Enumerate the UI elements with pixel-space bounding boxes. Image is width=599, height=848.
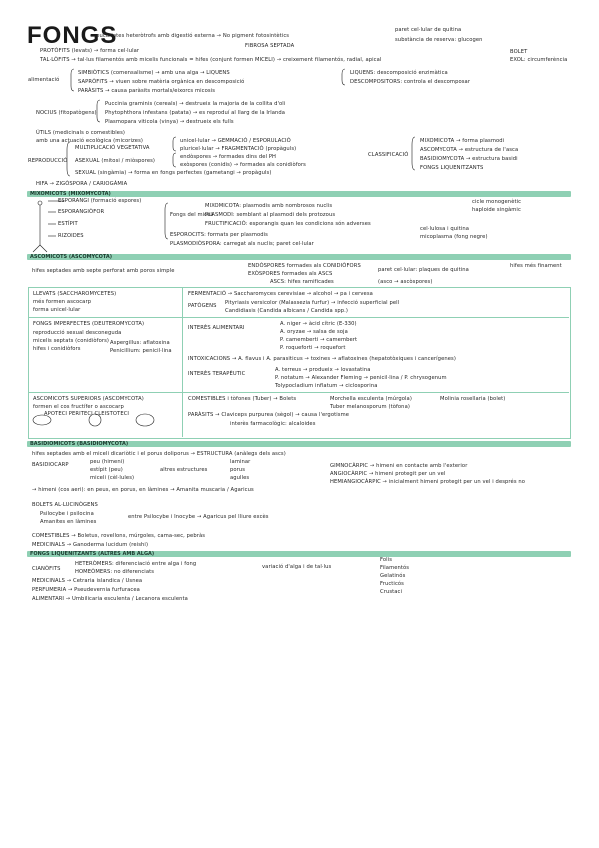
liq-perfumeria: PERFUMERIA → Pseudevernia furfuracea — [32, 587, 140, 593]
basi-altres: altres estructures — [160, 467, 208, 473]
llevats-pat-a: Pityriasis versicolor (Malassezia furfur) → infecció superficial pell — [225, 300, 400, 306]
comestibles-2: Tuber melanosporum (tòfona) — [330, 404, 410, 410]
liq-variacio: variació d'alga i de tal·lus — [262, 564, 332, 570]
repro-asex: ASEXUAL (mitosi / miòspores) — [75, 158, 156, 164]
asco-ascospores: (asco → ascòspores) — [378, 279, 433, 285]
liq-type-4: Fructicós — [380, 581, 404, 587]
bolets-c: entre Psilocybe i Inocybe → Agaricus pel lliure excès — [128, 514, 269, 520]
mixo-plasmodis: MIXOMICOTA: plasmodis amb nombrosos nuclis — [205, 203, 333, 209]
utils-label: ÚTILS (medicinals o comestibles) — [36, 130, 126, 136]
it-2: P. notatum → Alexander Fleming → penicil·lina / P. chrysogenum — [275, 375, 447, 381]
nocius-label: NOCIUS (fitopatògens) — [36, 110, 97, 116]
nocius-3: Plasmopara viticola (vinya) → destrueix els fulls — [105, 119, 234, 125]
protofits-line: PROTÒFITS (levats) → forma cel·lular — [40, 48, 140, 54]
interes-terapeutic: INTERÈS TERAPÈUTIC — [188, 371, 246, 377]
imperfectes-title: FONGS IMPERFECTES (DEUTEROMYCOTA) — [33, 321, 145, 327]
repro-sex: SEXUAL (singàmia) → forma en fongs perfectes (gametangi → propàguls) — [75, 170, 272, 176]
alim-liquens: LIQUENS: descomposició enzimàtica — [350, 70, 448, 76]
liq-type-3: Gelatinós — [380, 573, 406, 579]
basi-estipit: estípit (peu) — [90, 467, 123, 473]
llevats-title: LLEVATS (SACCHAROMYCETES) — [33, 291, 117, 297]
imperfectes-e: Penicillium: penicil·lina — [110, 348, 172, 354]
alimentacio-label: alimentació — [28, 77, 60, 83]
llevats-fermentacio: FERMENTACIÓ → Saccharomyces cerevisiae → alcohol → pa i cervesa — [188, 291, 373, 297]
basi-hemiangio: HEMIANGIOCÀRPIC → inicialment himeni protegit per un vel i després no — [330, 479, 526, 485]
liq-homeomers: HOMEÒMERS: no diferenciats — [75, 569, 155, 575]
superiors-a: formen el cos fructífer o ascocarp — [33, 404, 124, 410]
imperfectes-a: reproducció sexual desconeguda — [33, 330, 122, 336]
it-3: Tolypocladium inflatum → ciclosporina — [275, 383, 378, 389]
mixo-estipit: ESTÍPIT — [58, 221, 78, 227]
it-1: A. terreus → produeix → lovastatina — [275, 367, 371, 373]
mixo-plasmodiospora: PLASMODIÒSPORA: carregat als nuclis; paret cel·lular — [170, 241, 314, 247]
mixo-plasmodi: PLASMODI: semblant al plasmodi dels protozous — [205, 212, 336, 218]
basi-miceli: miceli (cèl·lules) — [90, 475, 135, 481]
repro-asex-a: endòspores → formades dins del PH — [180, 154, 277, 160]
asco-table-row2 — [28, 392, 569, 393]
imperfectes-b: micelis septats (conidiòfors) — [33, 338, 110, 344]
mixo-esporangi: ESPORANGI (formació espores) — [58, 198, 142, 204]
ia-4: P. roqueforti → roquefort — [280, 345, 346, 351]
interes-alimentari: INTERÈS ALIMENTARI — [188, 325, 245, 331]
asco-table-divider — [182, 287, 183, 437]
basi-laminar: laminar — [230, 459, 251, 465]
comestibles: COMESTIBLES i tòfones (Tuber) → Bolets — [188, 396, 297, 402]
asco-endospores: ENDÒSPORES formades als CONIDIÒFORS — [248, 263, 361, 269]
utils-label-2: amb una actuació ecològica (micorizes) — [36, 138, 144, 144]
class-liq: FONGS LIQUENITZANTS — [420, 165, 484, 171]
basi-angio: ANGIOCÀRPIC → himeni protegit per un vel — [330, 471, 446, 477]
asco-intro: hifes septades amb septe perforat amb poros simple — [32, 268, 175, 274]
asco-exospores: EXÒSPORES formades als ASCS — [248, 271, 333, 277]
bolet-label: BOLET — [510, 49, 528, 55]
mixo-cicle: cicle monogenètic — [472, 199, 522, 205]
mixo-fructificacio: FRUCTIFICACIÓ: esporangis quan les condicions són adverses — [205, 221, 371, 227]
ia-3: P. camemberti → camembert — [280, 337, 358, 343]
asco-paret: paret cel·lular: plaques de quitina — [378, 267, 469, 273]
llevats-pat-b: Candidiasis (Candida albicans / Candida spp.) — [225, 308, 349, 314]
imperfectes-c: hifes i conidiòfors — [33, 346, 81, 352]
superiors-title: ASCOMICOTS SUPERIORS (ASCOMYCOTA) — [33, 396, 144, 402]
basiocarp-label: BASIDIOCARP — [32, 462, 69, 468]
liq-medicinals: MEDICINALS → Cetraria islandica / Usnea — [32, 578, 143, 584]
comestibles-1: Morchella esculenta (múrgola) — [330, 396, 412, 402]
section-title-liq: FONGS LIQUENITZANTS (ALTRES AMB ALGA) — [30, 551, 155, 557]
mixo-micoplasma: micoplasma (fong negre) — [420, 234, 488, 240]
septada-label: FIBROSA SEPTADA — [245, 43, 295, 49]
intro-line: → eucariotes heteròtrofs amb digestió externa → No pigment fotosintètics — [90, 33, 290, 39]
liq-alimentari: ALIMENTARI → Umbilicaria esculenta / Lecanora esculenta — [32, 596, 188, 602]
talofits-line: TAL·LÒFITS → tal·lus filamentós amb micelis funcionals = hifes (conjunt formen MICELI) → creixement filamentós, radial, apical — [40, 57, 382, 63]
repro-veg-b: pluricel·lular → FRAGMENTACIÓ (propàguls) — [180, 146, 297, 152]
class-mixo: MIXOMICOTA → forma plasmodi — [420, 138, 505, 144]
section-title-basi: BASIDIOMICOTS (BASIDIOMYCOTA) — [30, 441, 129, 447]
alim-parasitic: PARÀSITS → causa paràsits mortals/eixorcs micosis — [78, 88, 216, 94]
liq-type-5: Crustaci — [380, 589, 403, 595]
mixo-celulosa: cel·lulosa i quitina — [420, 226, 470, 232]
ia-1: A. niger → àcid cítric (E-330) — [280, 321, 357, 327]
basi-peu: peu (himeni) — [90, 459, 125, 465]
repro-hifa: HIFA → ZIGÒSPORA / CARIOGÀMIA — [36, 181, 128, 187]
section-title-asco: ASCOMICOTS (ASCOMYCOTA) — [30, 254, 113, 260]
parasits-1: interès farmacològic: alcaloides — [230, 421, 316, 427]
bolets-alucinogens: BOLETS AL·LUCINÒGENS — [32, 502, 98, 508]
intro-reserve: substància de reserva: glucogen — [395, 37, 483, 43]
mixo-haploide: haploide singàmic — [472, 207, 521, 213]
basi-gimno: GIMNOCÀRPIC → himeni en contacte amb l'exterior — [330, 463, 468, 469]
mixo-esporocits: ESPOROCITS: formats per plasmodis — [170, 232, 268, 238]
basi-comestibles: COMESTIBLES → Boletus, rovellons, múrgoles, cama-sec, pebràs — [32, 533, 206, 539]
asco-table-row1 — [28, 317, 569, 318]
classification-label: CLASSIFICACIÓ — [368, 152, 409, 158]
llevats-b: forma unicel·lular — [33, 307, 81, 313]
bolets-a: Psilocybe i psilocina — [40, 511, 94, 517]
llevats-patogens: PATÒGENS — [188, 303, 217, 309]
page-title: FONGS — [27, 22, 118, 49]
basi-medicinals: MEDICINALS → Ganoderma lucidum (reishi) — [32, 542, 149, 548]
llevats-a: més formen ascocarp — [33, 299, 92, 305]
section-title-mixo: MIXOMICOTS (MIXOMYCOTA) — [30, 191, 111, 197]
repro-veg-a: unicel·lular → GEMMACIÓ / ESPORULACIÓ — [180, 138, 291, 144]
basi-porus: porus — [230, 467, 246, 473]
imperfectes-d: Aspergillus: aflatoxina — [110, 340, 170, 346]
repro-asex-b: exòspores (conidis) → formades als conidiòfors — [180, 162, 306, 168]
mixo-rizoides: RIZOIDES — [58, 233, 84, 239]
mixo-esporangiofor: ESPORANGIÒFOR — [58, 209, 105, 215]
alim-descomp: DESCOMPOSITORS: controla el descomposar — [350, 79, 471, 85]
bolets-b: Amanites en làmines — [40, 519, 97, 525]
liq-type-2: Filamentós — [380, 565, 410, 571]
repro-veg: MULTIPLICACIÓ VEGETATIVA — [75, 145, 150, 151]
reproduccio-label: REPRODUCCIÓ — [28, 158, 68, 164]
liq-type-1: Folis — [380, 557, 393, 563]
superiors-b: APOTECI PERITECI CLEISTOTECI — [44, 411, 130, 417]
intoxicacions: INTOXICACIONS → A. flavus i A. parasiticus → toxines → aflatoxines (hepatotòxiques i cancerígenes) — [188, 356, 456, 362]
ia-2: A. oryzae → salsa de soja — [280, 329, 348, 335]
asco-ascs: ASCS: hifes ramificades — [270, 279, 334, 285]
nocius-2: Phytophthora infestans (patata) → es reproduí al llarg de la Irlanda — [105, 110, 286, 116]
exol-label: EXOL: circumferència — [510, 57, 568, 63]
basi-himeni: → himeni (cos aeri): en peus, en porus, en làmines → Amanita muscaria / Agaricus — [32, 487, 254, 493]
liq-heteromers: HETERÒMERS: diferenciació entre alga i fong — [75, 561, 197, 567]
liq-cianofits: CIANÒFITS — [32, 566, 61, 572]
basi-agulles: agulles — [230, 475, 250, 481]
asco-hifes-fines: hifes més finament — [510, 263, 562, 269]
alim-saprophytic: SAPRÒFITS → viuen sobre matèria orgànica en descomposició — [78, 79, 245, 85]
intro-wall: paret cel·lular de quitina — [395, 27, 462, 33]
class-basi: BASIDIOMYCOTA → estructura basidi — [420, 156, 518, 162]
parasits: PARÀSITS → Claviceps purpurea (sègol) → causa l'ergotisme — [188, 412, 350, 418]
class-asco: ASCOMYCOTA → estructura de l'asca — [420, 147, 519, 153]
basi-intro: hifes septades amb el miceli dicariòtic i el porus doliporus → ESTRUCTURA (anàlegs dels ascs) — [32, 451, 286, 457]
parasits-2: Molinia rosellaria (bolet) — [440, 396, 506, 402]
mixo-miceli: Fongs del miceli — [170, 212, 214, 218]
nocius-1: Puccinia graminis (cereals) → destrueix la majoria de la collita d'oli — [105, 101, 286, 107]
alim-symbiotic: SIMBIÒTICS (comensalisme) → amb una alga → LIQUENS — [78, 70, 230, 76]
